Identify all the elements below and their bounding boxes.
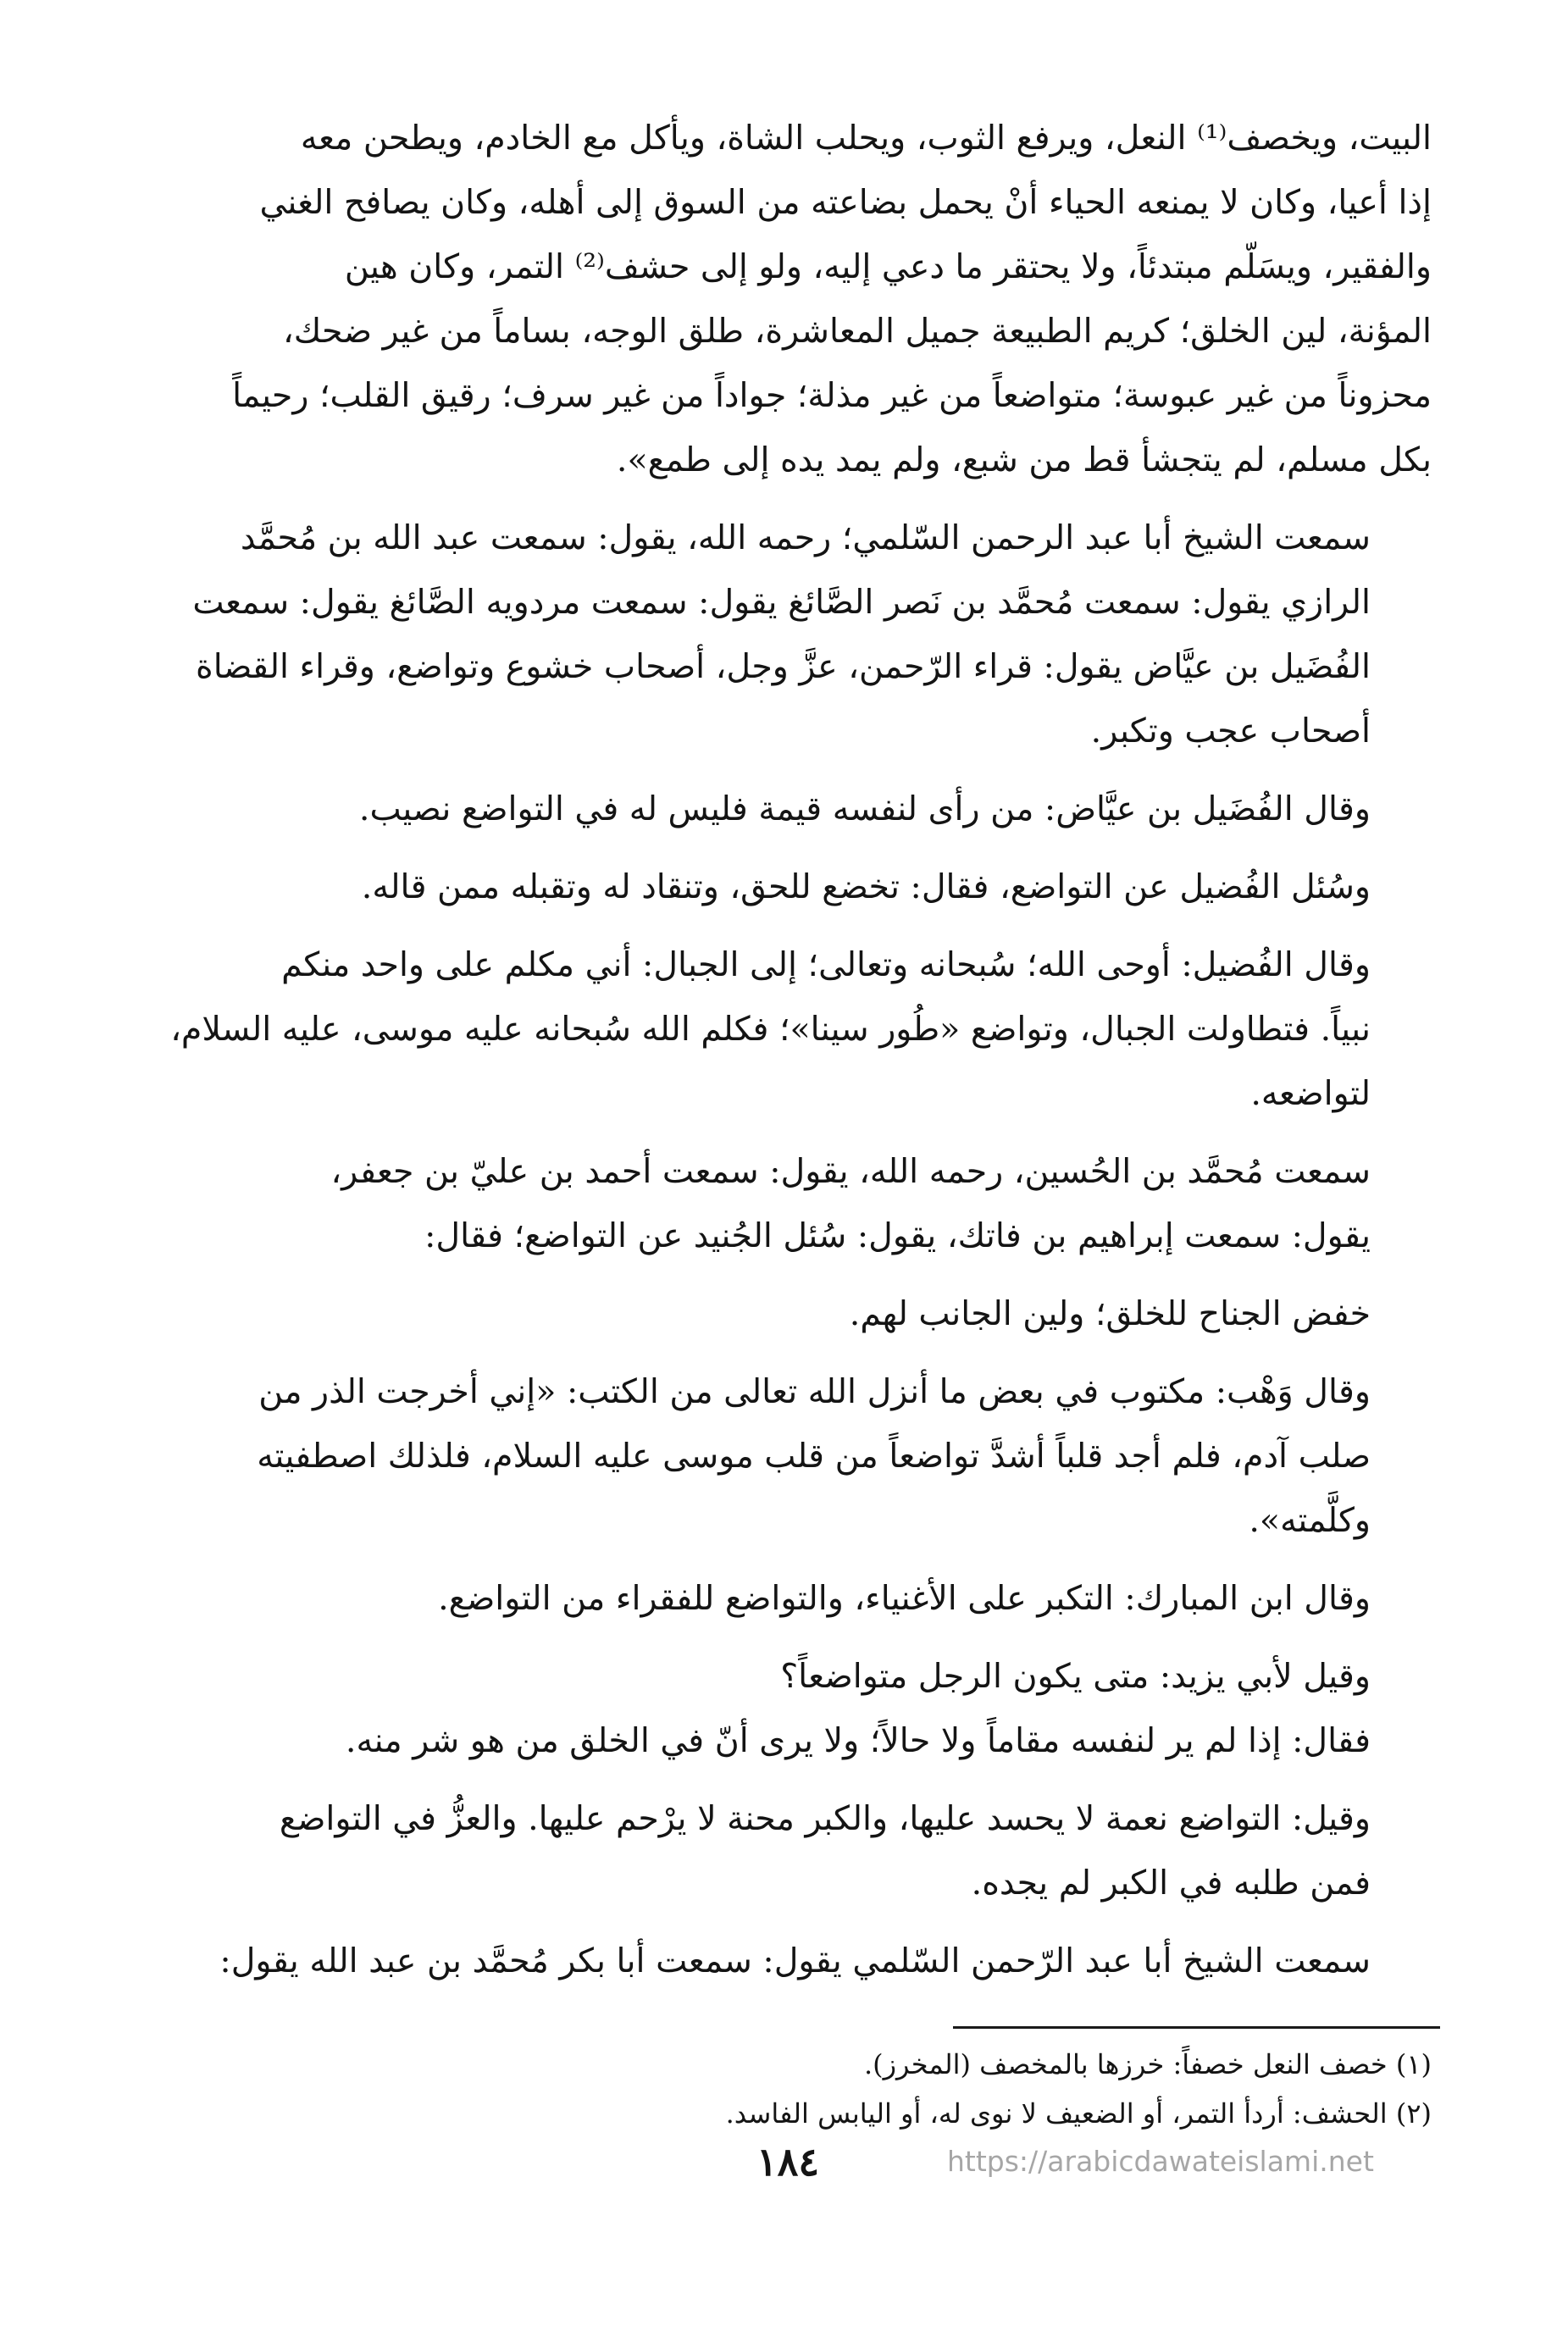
text-line: وقيل: التواضع نعمة لا يحسد عليها، والكبر محنة لا يرْحم عليها. والعزُّ في التواضع [279, 1799, 1371, 1838]
text-line: وقيل لأبي يزيد: متى يكون الرجل متواضعاً؟ [780, 1657, 1371, 1696]
footnote-divider [953, 2026, 1440, 2029]
text-line: يقول: سمعت إبراهيم بن فاتك، يقول: سُئل الجُنيد عن التواضع؛ فقال: [424, 1216, 1371, 1255]
text-line: أصحاب عجب وتكبر. [1090, 712, 1371, 751]
text-line: والفقير، ويسَلّم مبتدئاً، ولا يحتقر ما دعي إليه، ولو إلى حشف⁽²⁾ التمر، وكان هين [344, 247, 1432, 286]
text-line: وقال وَهْب: مكتوب في بعض ما أنزل الله تعالى من الكتب: «إني أخرجت الذر من [258, 1372, 1371, 1411]
paragraph-8 [97, 1360, 1432, 1553]
paragraph-4 [97, 855, 1432, 919]
text-line: سمعت الشيخ أبا عبد الرحمن السّلمي؛ رحمه الله، يقول: سمعت عبد الله بن مُحمَّد [240, 518, 1371, 557]
text-line: المؤنة، لين الخلق؛ كريم الطبيعة جميل المعاشرة، طلق الوجه، بساماً من غير ضحك، [282, 312, 1432, 351]
text-line: خفض الجناح للخلق؛ ولين الجانب لهم. [849, 1294, 1371, 1333]
text-line: سمعت الشيخ أبا عبد الرّحمن السّلمي يقول: سمعت أبا بكر مُحمَّد بن عبد الله يقول: [219, 1941, 1371, 1980]
watermark-url: https://arabicdawateislami.net [947, 2145, 1374, 2178]
text-line: الرازي يقول: سمعت مُحمَّد بن نَصر الصَّائغ يقول: سمعت مردويه الصَّائغ يقول: سمعت [192, 583, 1371, 622]
text-line: لتواضعه. [1250, 1074, 1371, 1113]
footnote-1: (١) خصف النعل خصفاً: خرزها بالمخصف (المخرز). [863, 2048, 1432, 2080]
paragraph-5 [97, 933, 1432, 1126]
page-body [97, 106, 1432, 2007]
text-line: البيت، ويخصف⁽¹⁾ النعل، ويرفع الثوب، ويحلب الشاة، ويأكل مع الخادم، ويطحن معه [300, 119, 1432, 158]
page-number: ١٨٤ [756, 2139, 820, 2185]
text-line: بكل مسلم، لم يتجشأ قط من شبع، ولم يمد يده إلى طمع». [616, 440, 1432, 479]
text-line: فمن طلبه في الكبر لم يجده. [971, 1864, 1371, 1903]
text-line: فقال: إذا لم ير لنفسه مقاماً ولا حالاً؛ ولا يرى أنّ في الخلق من هو شر منه. [345, 1721, 1371, 1760]
text-line: وقال ابن المبارك: التكبر على الأغنياء، والتواضع للفقراء من التواضع. [438, 1579, 1371, 1618]
text-line: نبياً. فتطاولت الجبال، وتواضع «طُور سينا»؛ فكلم الله سُبحانه عليه موسى، عليه السلام، [170, 1010, 1371, 1049]
paragraph-7 [97, 1282, 1432, 1346]
footnote-2: (٢) الحشف: أردأ التمر، أو الضعيف لا نوى له، أو اليابس الفاسد. [725, 2097, 1432, 2130]
text-line: الفُضَيل بن عيَّاض يقول: قراء الرّحمن، عزَّ وجل، أصحاب خشوع وتواضع، وقراء القضاة [196, 647, 1371, 686]
paragraph-6 [97, 1139, 1432, 1268]
footnotes [97, 2040, 1432, 2138]
text-line: سمعت مُحمَّد بن الحُسين، رحمه الله، يقول: سمعت أحمد بن عليّ بن جعفر، [330, 1152, 1371, 1191]
paragraph-10 [97, 1644, 1432, 1773]
paragraph-11 [97, 1786, 1432, 1915]
paragraph-1 [97, 106, 1432, 492]
text-line: وسُئل الفُضيل عن التواضع، فقال: تخضع للحق، وتنقاد له وتقبله ممن قاله. [361, 867, 1371, 906]
paragraph-12 [97, 1929, 1432, 1993]
text-line: محزوناً من غير عبوسة؛ متواضعاً من غير مذلة؛ جواداً من غير سرف؛ رقيق القلب؛ رحيماً [232, 376, 1432, 415]
paragraph-2 [97, 506, 1432, 763]
text-line: وقال الفُضَيل بن عيَّاض: من رأى لنفسه قيمة فليس له في التواضع نصيب. [358, 789, 1371, 828]
paragraph-9 [97, 1566, 1432, 1631]
text-line: صلب آدم، فلم أجد قلباً أشدَّ تواضعاً من قلب موسى عليه السلام، فلذلك اصطفيته [257, 1437, 1371, 1476]
text-line: إذا أعيا، وكان لا يمنعه الحياء أنْ يحمل بضاعته من السوق إلى أهله، وكان يصافح الغني [259, 183, 1432, 222]
text-line: وكلَّمته». [1249, 1501, 1371, 1540]
paragraph-3 [97, 777, 1432, 841]
text-line: وقال الفُضيل: أوحى الله؛ سُبحانه وتعالى؛ إلى الجبال: أني مكلم على واحد منكم [281, 945, 1371, 984]
